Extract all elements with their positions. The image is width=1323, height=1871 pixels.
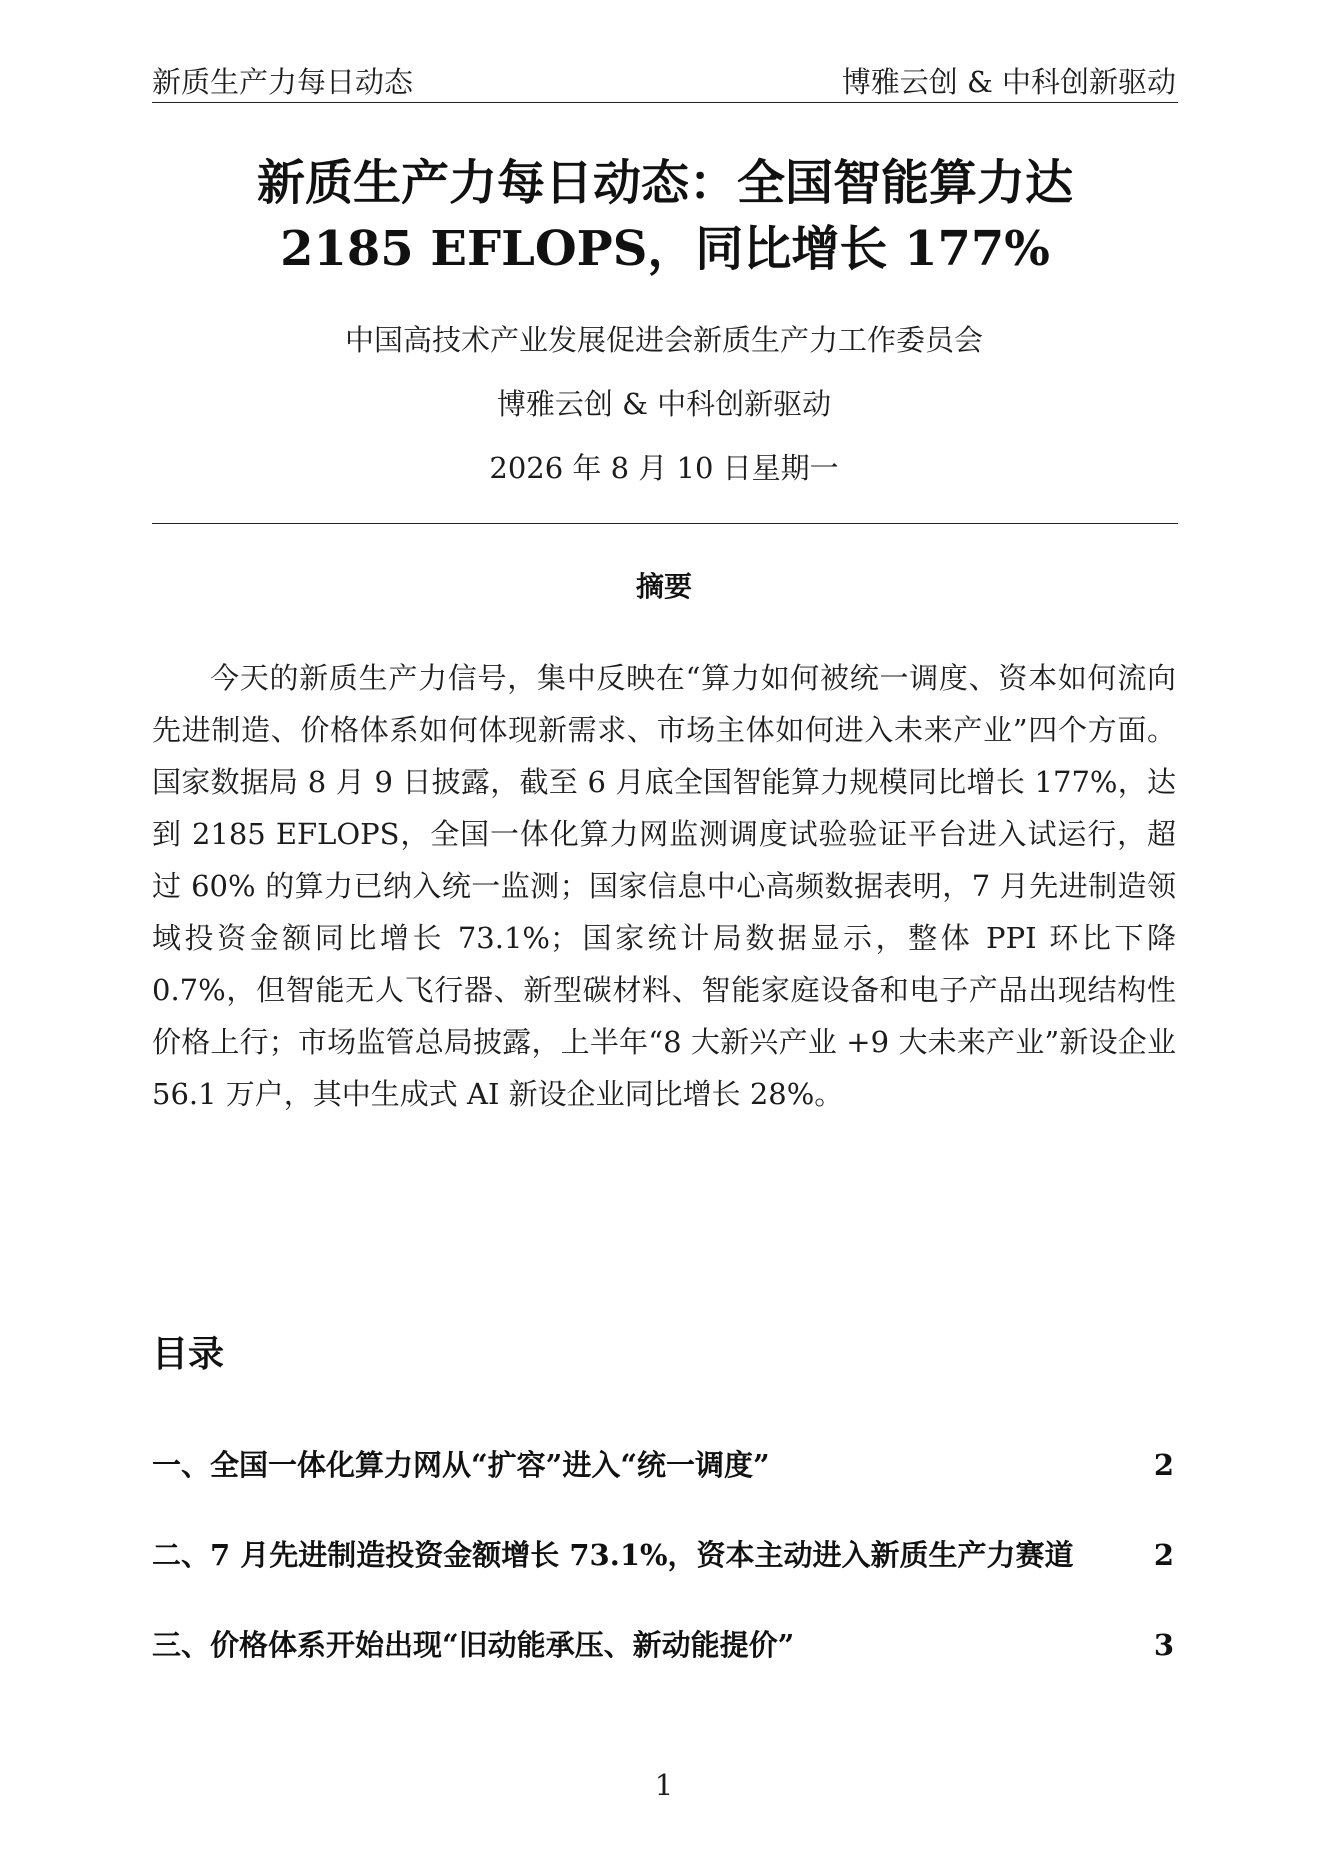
toc-entry-page[interactable]: 3 xyxy=(1153,1628,1174,1662)
running-head-row xyxy=(152,58,1176,102)
table-of-contents xyxy=(152,1440,1178,1670)
date: 2026 年 8 月 10 日星期一 xyxy=(489,451,839,485)
toc-entry-title[interactable]: 一、全国一体化算力网从“扩容”进入“统一调度” xyxy=(152,1448,770,1482)
abstract-body: 今天的新质生产力信号，集中反映在“算力如何被统一调度、资本如何流向先进制造、价格体系如何体现新需求、市场主体如何进入未来产业”四个方面。国家数据局 8 月 9 日披露，截至 6 月底全国智能算力规模同比增长 177%，达到 2185 EFLOPS，全国一体化算力网监测调度试验验证平台进入试运行，超过 60% 的算力已纳入统一监测；国家信息中心高频数据表明，7 月先进制造领域投资金额同比增长 73.1%；国家统计局数据显示，整体 PPI 环比下降 0.7%，但智能无人飞行器、新型碳材料、智能家庭设备和电子产品出现结构性价格上行；市场监管总局披露，上半年“8 大新兴产业 +9 大未来产业”新设企业 56.1 万户，其中生成式 AI 新设企业同比增长 28%。 xyxy=(152,661,1176,1111)
toc-heading: 目录 xyxy=(152,1333,225,1375)
title-rule xyxy=(152,523,1178,524)
toc-entry-page[interactable]: 2 xyxy=(1153,1538,1174,1572)
toc-entry[interactable] xyxy=(152,1620,1178,1670)
title-line-2: 2185 EFLOPS，同比增长 177% xyxy=(280,221,1050,277)
organization: 中国高技术产业发展促进会新质生产力工作委员会 xyxy=(344,323,983,357)
toc-entry[interactable] xyxy=(152,1530,1178,1580)
toc-entry-title[interactable]: 三、价格体系开始出现“旧动能承压、新动能提价” xyxy=(152,1628,795,1662)
toc-entry[interactable] xyxy=(152,1440,1178,1490)
running-head-left: 新质生产力每日动态 xyxy=(152,65,414,99)
running-head-right: 博雅云创 & 中科创新驱动 xyxy=(841,65,1176,99)
page-number: 1 xyxy=(654,1768,674,1802)
header-rule xyxy=(152,102,1178,103)
document-title xyxy=(120,150,1210,282)
title-line-1: 新质生产力每日动态：全国智能算力达 xyxy=(256,155,1073,211)
toc-entry-title[interactable]: 二、7 月先进制造投资金额增长 73.1%，资本主动进入新质生产力赛道 xyxy=(152,1538,1074,1572)
abstract-heading: 摘要 xyxy=(635,570,692,603)
authors: 博雅云创 & 中科创新驱动 xyxy=(496,387,832,421)
toc-entry-page[interactable]: 2 xyxy=(1153,1448,1174,1482)
